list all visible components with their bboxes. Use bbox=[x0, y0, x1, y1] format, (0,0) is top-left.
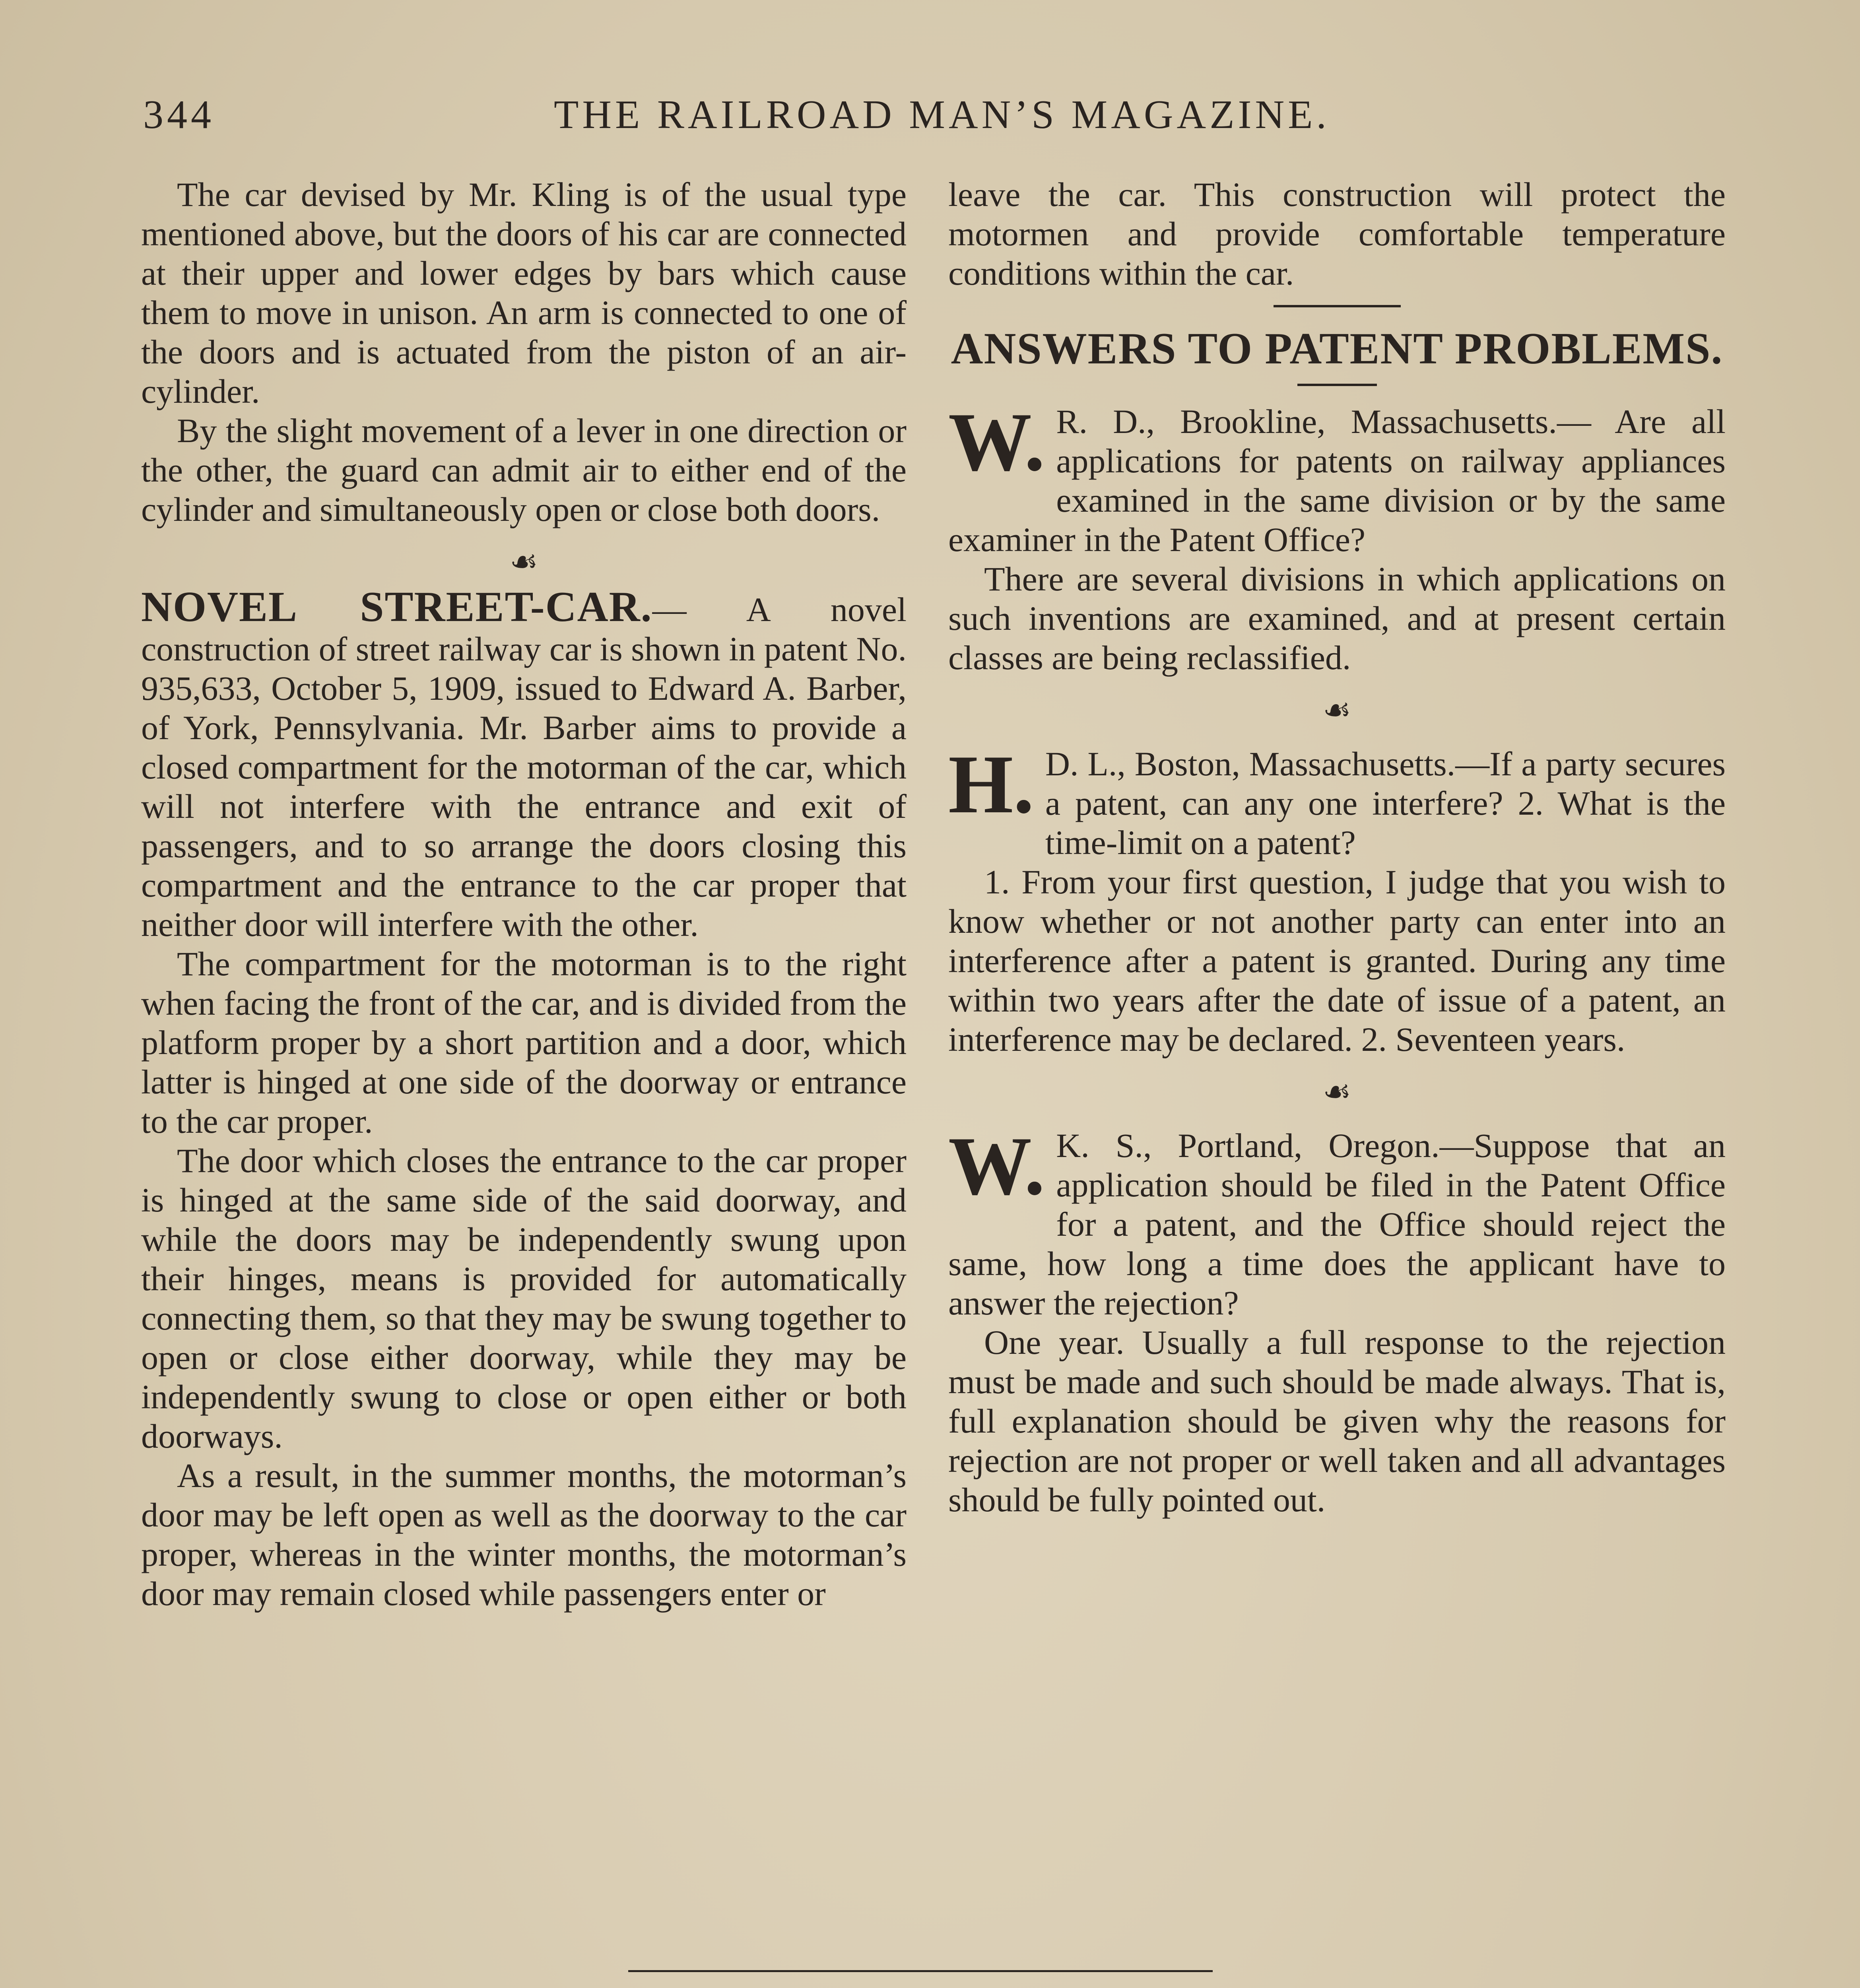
answer-text: There are several divisions in which applications on such inventions are examined, and at present certain classes are being reclassified. bbox=[948, 560, 1726, 677]
page-number: 344 bbox=[143, 92, 215, 137]
answer-text: One year. Usually a full response to the rejection must be made and such should be made always. That is, full explanation should be given why the reasons for rejection are not proper or well taken and all advantages should be fully pointed out. bbox=[948, 1323, 1726, 1519]
drop-initial: W. bbox=[948, 1120, 1045, 1212]
page-header bbox=[143, 91, 1741, 139]
paragraph: The door which closes the entrance to the car proper is hinged at the same side of the said doorway, and while the doors may be independently swung upon their hinges, means is provided for automatically connecting them, so that they may be swung together to open or close either doorway, while they may be independently swung to close or open either or both doorways. bbox=[141, 1142, 907, 1455]
column-left-top bbox=[141, 175, 907, 1613]
paragraph: By the slight movement of a lever in one direction or the other, the guard can admit air to either end of the cylinder and simultaneously open or close both doors. bbox=[141, 412, 907, 528]
drop-initial: H. bbox=[948, 738, 1034, 831]
ornament-icon: ☙ bbox=[1322, 693, 1351, 728]
ornament-icon: ☙ bbox=[509, 545, 538, 580]
question-text: K. S., Portland, Oregon.—Suppose that an application should be filed in the Patent Office for a patent, and the Office should reject the same, how long a time does the applicant have to answer the rejection? bbox=[948, 1126, 1726, 1322]
answer-text: 1. From your first question, I judge that you wish to know whether or not another party can enter into an interference after a patent is granted. During any time within two years after the date of issue of a patent, an interference may be declared. 2. Seventeen years. bbox=[948, 863, 1726, 1058]
section-heading: ANSWERS TO PATENT PROBLEMS. bbox=[951, 324, 1723, 373]
paragraph: The compartment for the motorman is to the right when facing the front of the car, and is divided from the platform proper by a short partition and a door, which latter is hinged at one side of the doorway or entrance to the car proper. bbox=[141, 945, 907, 1140]
ornament-icon: ☙ bbox=[1322, 1075, 1351, 1110]
question bbox=[948, 1120, 1726, 1323]
drop-initial: W. bbox=[948, 396, 1045, 488]
divider bbox=[628, 1970, 1213, 1972]
column-right-top bbox=[948, 175, 1726, 1520]
question bbox=[948, 738, 1726, 862]
divider bbox=[1297, 384, 1377, 386]
question-text: R. D., Brookline, Massachusetts.— Are all applications for patents on railway appliances examined in the same division or by the same examiner in the Patent Office? bbox=[948, 402, 1726, 559]
question bbox=[948, 396, 1726, 559]
paragraph: As a result, in the summer months, the motorman’s door may be left open as well as the doorway to the car proper, whereas in the winter months, the motorman’s door may remain closed while passengers enter or bbox=[141, 1456, 907, 1613]
divider bbox=[1274, 305, 1401, 307]
paragraph: The car devised by Mr. Kling is of the usual type mentioned above, but the doors of his car are connected at their upper and lower edges by bars which cause them to move in unison. An arm is connected to one of the doors and is actuated from the piston of an air-cylinder. bbox=[141, 175, 907, 410]
magazine-title: THE RAILROAD MAN’S MAGAZINE. bbox=[554, 92, 1330, 137]
paragraph: leave the car. This construction will protect the motormen and provide comfortable temperature conditions within the car. bbox=[948, 175, 1726, 292]
section-runin-heading: NOVEL STREET-CAR. bbox=[141, 583, 652, 631]
novel-street-car-paragraph bbox=[141, 583, 907, 944]
question-text: D. L., Boston, Massachusetts.—If a party secures a patent, can any one interfere? 2. What is the time-limit on a patent? bbox=[1045, 745, 1726, 862]
paragraph-text: — A novel construction of street railway car is shown in patent No. 935,633, October 5, 1909, issued to Edward A. Barber, of York, Pennsylvania. Mr. Barber aims to provide a closed compartment for the motorman of the car, which will not interfere with the entrance and exit of passengers, and to so arrange the doors closing this compartment and the entrance to the car proper that neither door will interfere with the other. bbox=[141, 590, 907, 944]
